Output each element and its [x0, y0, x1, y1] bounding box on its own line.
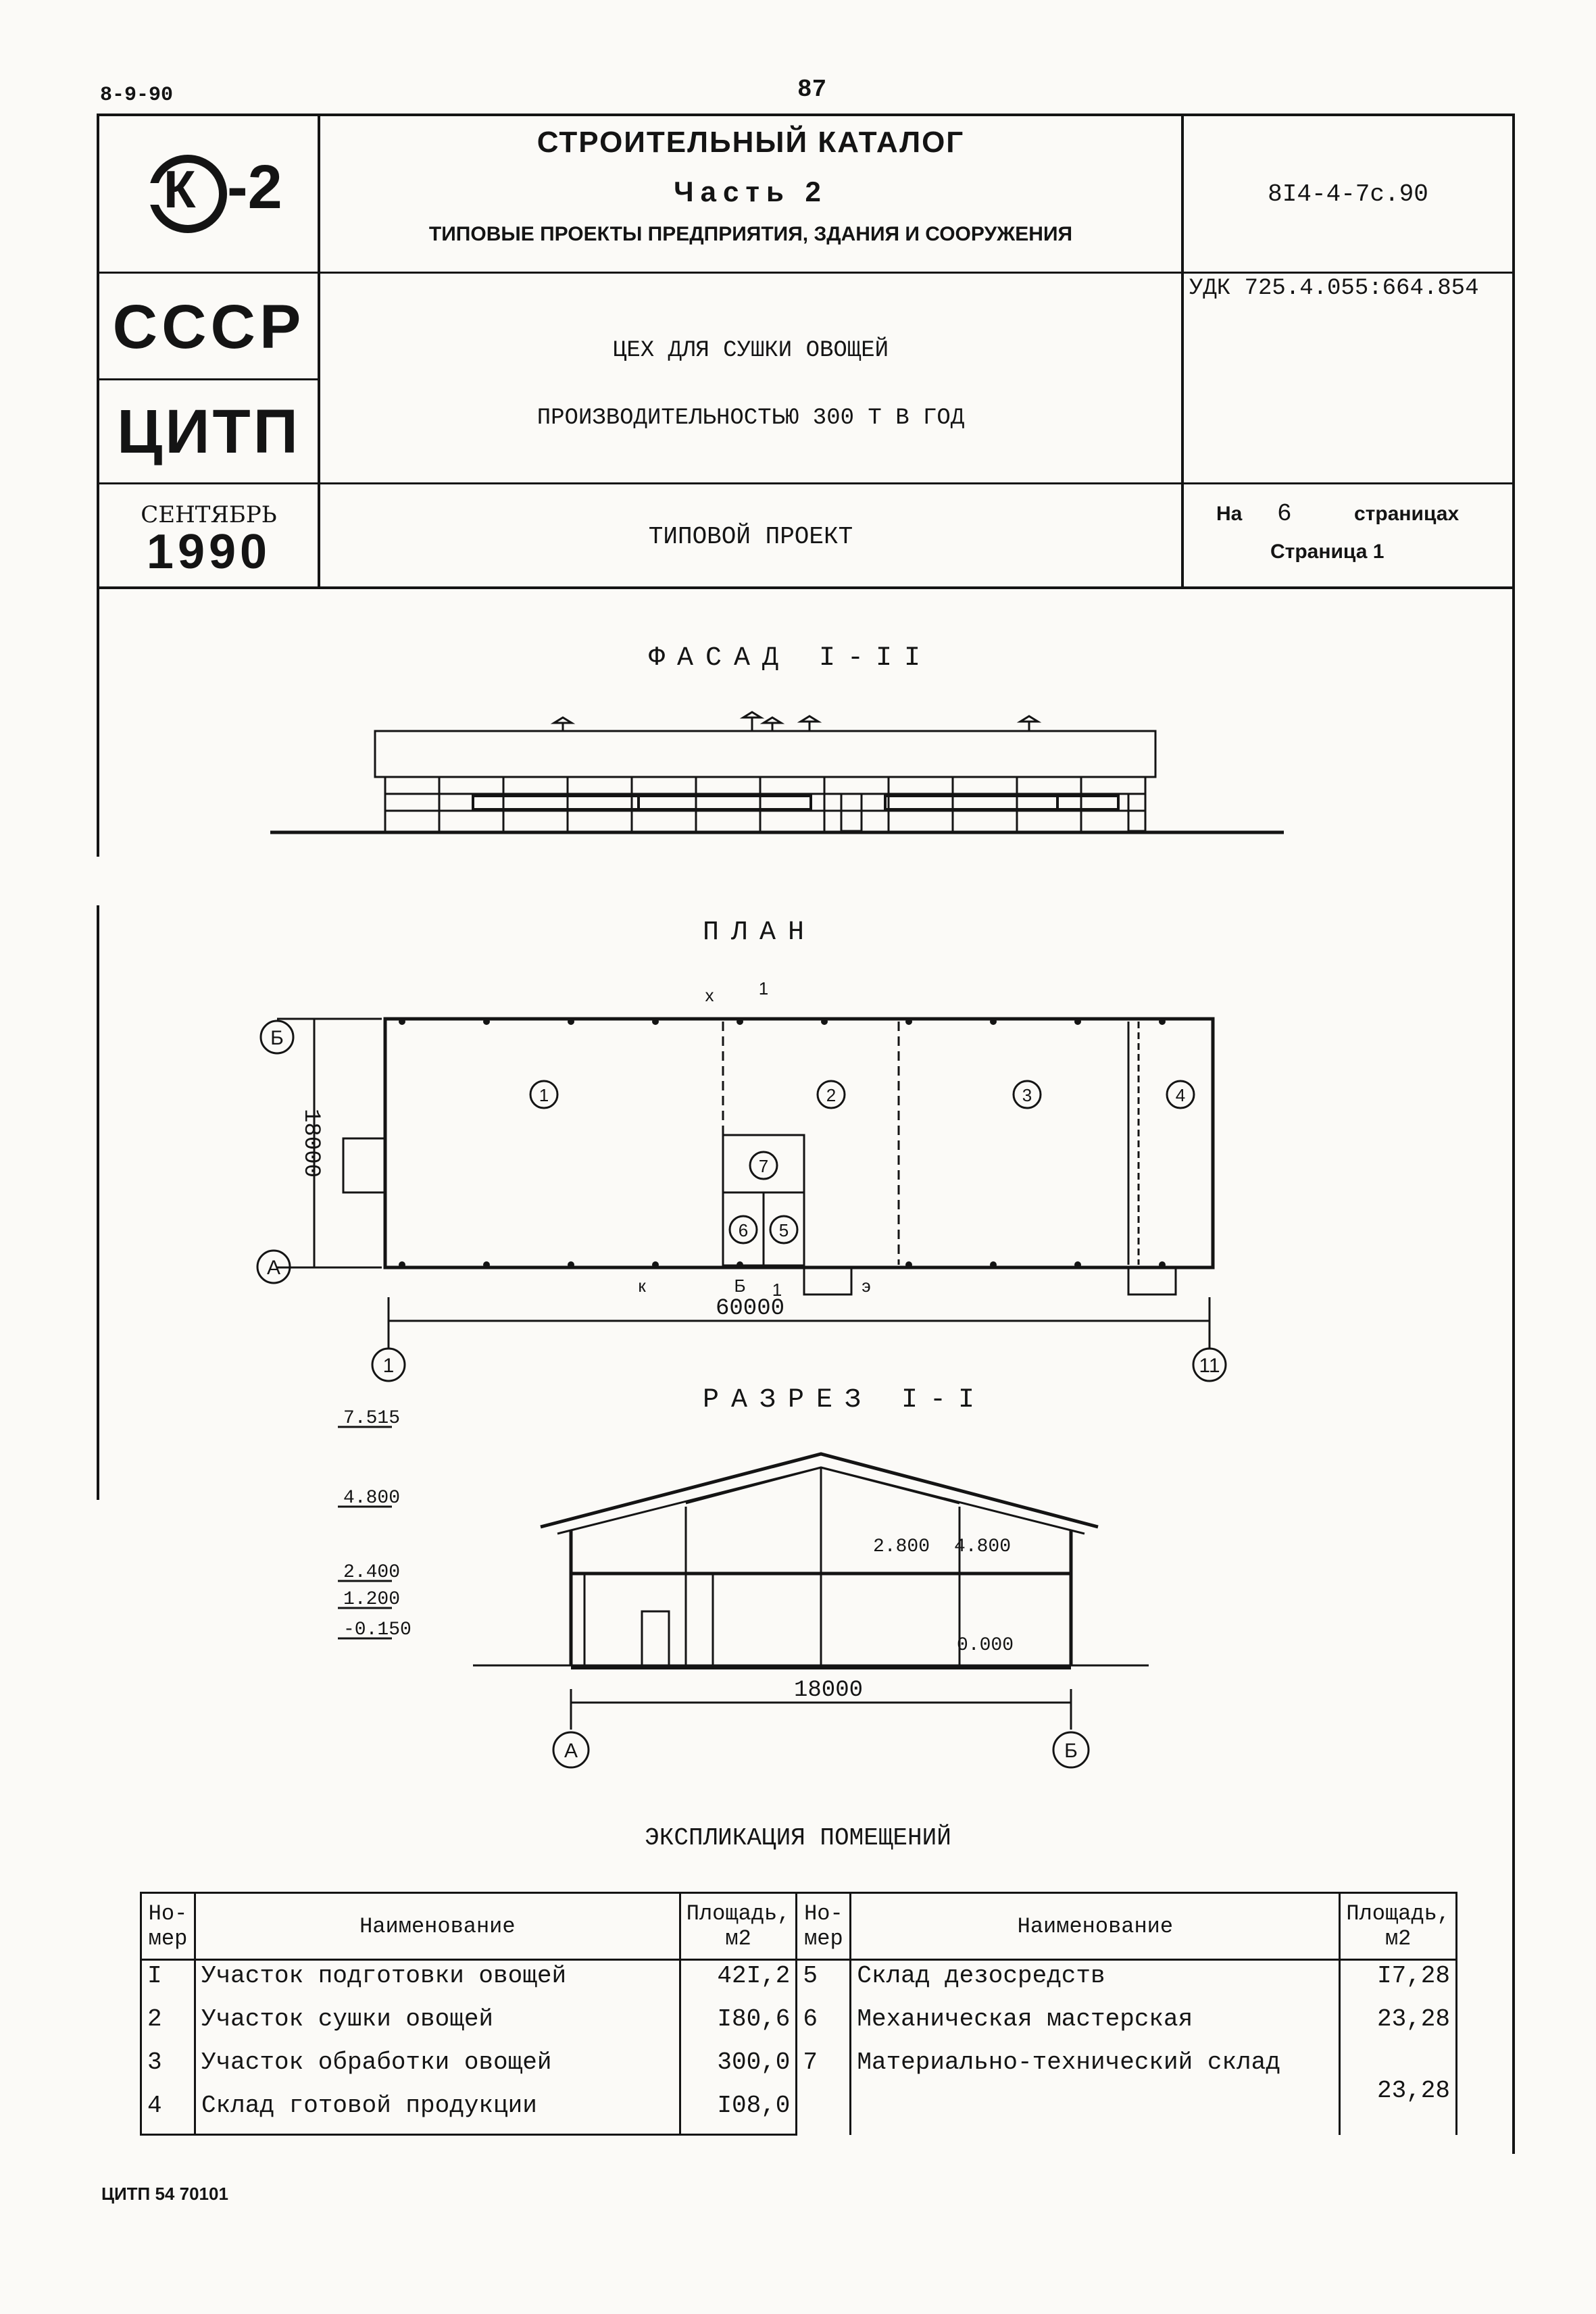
row-num: 5	[797, 1960, 851, 2005]
facade-drawing	[270, 703, 1284, 851]
level-7515: 7.515	[343, 1408, 401, 1429]
room-1-label: 1	[539, 1085, 549, 1105]
row-area: 300,0	[680, 2047, 797, 2090]
room-4-label: 4	[1175, 1085, 1186, 1105]
issue-year: 1990	[146, 525, 272, 579]
row-num: 3	[141, 2047, 195, 2090]
row-name: Склад дезосредств	[851, 1960, 1340, 2005]
document-date: 8-9-90	[100, 84, 174, 107]
pages-suffix: страницах	[1354, 503, 1460, 525]
issue-month: СЕНТЯБРЬ	[141, 501, 277, 528]
catalog-part: Часть 2	[674, 176, 828, 207]
catalog-title: СТРОИТЕЛЬНЫЙ КАТАЛОГ	[537, 126, 965, 159]
logo-suffix: -2	[227, 153, 282, 222]
row-num: 2	[141, 2004, 195, 2047]
row-name: Склад готовой продукции	[195, 2090, 680, 2135]
table-header-row	[141, 1893, 1457, 1960]
plan-cut-mark-bottom: 1	[772, 1280, 782, 1300]
row-area: 42I,2	[680, 1960, 797, 2005]
col-name: Наименование	[195, 1893, 680, 1960]
plan-mark-e: э	[862, 1276, 871, 1296]
mark-2800: 2.800	[873, 1536, 930, 1557]
row-name: Участок обработки овощей	[195, 2047, 680, 2090]
section-width-dim: 18000	[794, 1678, 864, 1703]
room-2-label: 2	[826, 1085, 837, 1105]
row-num: 6	[797, 2004, 851, 2047]
project-name-line1: ЦЕХ ДЛЯ СУШКИ ОВОЩЕЙ	[612, 338, 889, 363]
plan-axis-11-label: 11	[1199, 1355, 1220, 1377]
logo-letter: К	[164, 159, 196, 219]
row-name: Механическая мастерская	[851, 2004, 1340, 2047]
mark-4800-inner: 4.800	[954, 1536, 1012, 1557]
section-drawing	[324, 1405, 1189, 1784]
level-minus0150: -0.150	[343, 1619, 412, 1640]
room-6-label: 6	[738, 1220, 749, 1240]
section-axis-b-label: Б	[1064, 1740, 1078, 1762]
row-area: I08,0	[680, 2090, 797, 2135]
plan-title: ПЛАН	[703, 917, 817, 948]
pages-prefix: На	[1216, 503, 1243, 525]
project-code: 8I4-4-7с.90	[1268, 180, 1428, 208]
pages-count: 6	[1277, 500, 1292, 528]
col-num-2: Но-мер	[797, 1893, 851, 1960]
plan-mark-k: к	[638, 1276, 646, 1296]
row-num: 7	[797, 2047, 851, 2135]
plan-height-dim: 18000	[298, 1108, 324, 1178]
catalog-title-block	[320, 126, 1181, 246]
room-3-label: 3	[1022, 1085, 1032, 1105]
explication-table	[140, 1892, 1457, 2136]
catalog-logo	[101, 118, 316, 270]
explication-title: ЭКСПЛИКАЦИЯ ПОМЕЩЕНИЙ	[645, 1824, 951, 1852]
row-area: 23,28	[1340, 2004, 1457, 2047]
page-number: 87	[797, 76, 827, 103]
footer-code: ЦИТП 54 70101	[101, 2184, 228, 2204]
plan-axis-a-label: А	[266, 1257, 281, 1279]
room-7-label: 7	[758, 1156, 769, 1176]
table-row	[141, 2004, 1457, 2047]
room-5-label: 5	[778, 1220, 789, 1240]
row-area: I80,6	[680, 2004, 797, 2047]
table-row	[141, 2047, 1457, 2090]
section-axis-a-label: А	[564, 1740, 578, 1762]
row-name: Участок подготовки овощей	[195, 1960, 680, 2005]
udk-code: УДК 725.4.055:664.854	[1189, 276, 1479, 301]
facade-title: ФАСАД I-II	[649, 643, 933, 674]
col-name-2: Наименование	[851, 1893, 1340, 1960]
org-label: ЦИТП	[117, 397, 301, 466]
page-label: Страница 1	[1270, 540, 1385, 563]
col-area: Площадь, м2	[680, 1893, 797, 1960]
plan-cut-mark-top: 1	[758, 978, 769, 999]
plan-drawing	[236, 959, 1318, 1392]
project-type: ТИПОВОЙ ПРОЕКТ	[648, 523, 853, 551]
row-area: 23,28	[1340, 2047, 1457, 2135]
country-label: СССР	[112, 292, 305, 361]
row-area: I7,28	[1340, 1960, 1457, 2005]
table-row	[141, 1960, 1457, 2005]
col-num: Но-мер	[141, 1893, 195, 1960]
plan-axis-b-label: Б	[270, 1027, 284, 1049]
plan-mark-b: Б	[734, 1276, 746, 1296]
level-2400: 2.400	[343, 1562, 401, 1583]
level-4800: 4.800	[343, 1488, 401, 1509]
col-area-2: Площадь, м2	[1340, 1893, 1457, 1960]
plan-mark-x: x	[705, 985, 714, 1005]
row-name: Участок сушки овощей	[195, 2004, 680, 2047]
row-num: I	[141, 1960, 195, 2005]
row-num: 4	[141, 2090, 195, 2135]
plan-axis-1-label: 1	[382, 1355, 395, 1377]
mark-0000: 0.000	[957, 1635, 1014, 1656]
plan-length-dim: 60000	[715, 1296, 785, 1322]
level-1200: 1.200	[343, 1589, 401, 1610]
section-title: РАЗРЕЗ I-I	[703, 1385, 987, 1415]
sk-logo-icon	[101, 118, 316, 270]
project-name-line2: ПРОИЗВОДИТЕЛЬНОСТЬЮ 300 Т В ГОД	[537, 405, 965, 431]
catalog-subtitle: ТИПОВЫЕ ПРОЕКТЫ ПРЕДПРИЯТИЯ, ЗДАНИЯ И СООРУЖЕНИЯ	[428, 223, 1073, 245]
row-name: Материально-технический склад	[851, 2047, 1340, 2135]
